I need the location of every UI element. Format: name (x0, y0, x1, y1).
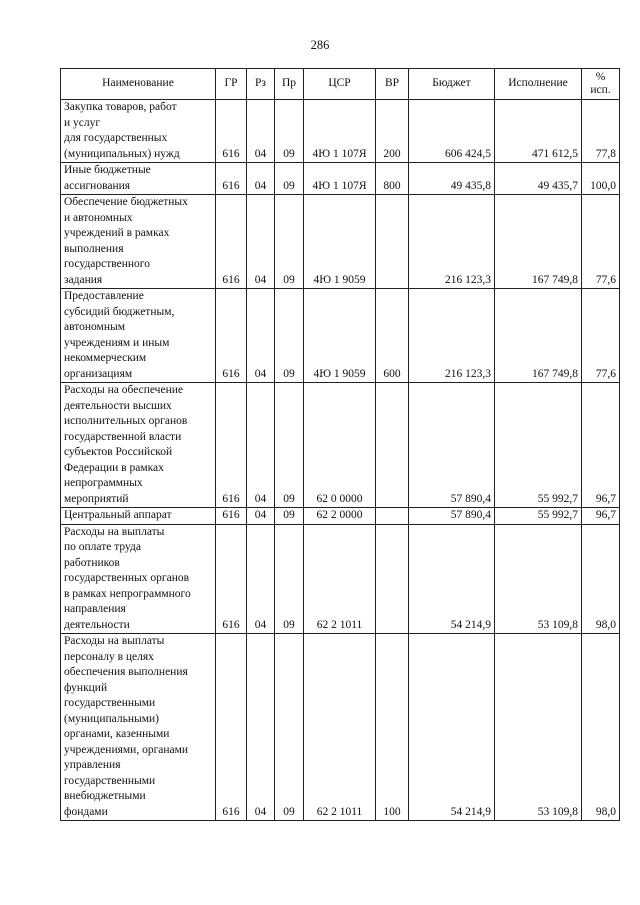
row-vr (376, 195, 409, 289)
row-gr: 616 (216, 634, 247, 821)
row-vr: 200 (376, 100, 409, 163)
header-percent (582, 69, 620, 100)
table-row (61, 100, 620, 163)
row-pr: 09 (275, 100, 304, 163)
row-percent: 96,7 (582, 508, 620, 525)
header-percent-label: исп. (590, 84, 611, 96)
row-pr: 09 (275, 383, 304, 508)
row-name: Иные бюджетные ассигнования (61, 163, 216, 195)
row-name: Расходы на выплаты по оплате труда работников государственных органов в рамках непрограммного направления деятельности (61, 524, 216, 634)
header-pr: Пр (275, 69, 304, 100)
table-row (61, 195, 620, 289)
row-name: Предоставление субсидий бюджетным, автономным учреждениям и иным некоммерческим организациям (61, 289, 216, 383)
row-pr: 09 (275, 508, 304, 525)
header-percent-sign: % (595, 71, 606, 83)
header-vr: ВР (376, 69, 409, 100)
row-budget: 57 890,4 (409, 508, 495, 525)
row-gr: 616 (216, 524, 247, 634)
header-csr: ЦСР (304, 69, 376, 100)
row-rz: 04 (247, 289, 275, 383)
row-vr: 100 (376, 634, 409, 821)
row-gr: 616 (216, 163, 247, 195)
row-csr: 62 2 1011 (304, 634, 376, 821)
row-pr: 09 (275, 524, 304, 634)
row-name: Расходы на обеспечение деятельности высших исполнительных органов государственной власти субъектов Российской Федерации в рамках непрограммных мероприятий (61, 383, 216, 508)
row-rz: 04 (247, 634, 275, 821)
row-execution: 471 612,5 (495, 100, 582, 163)
row-pr: 09 (275, 163, 304, 195)
row-csr: 62 2 1011 (304, 524, 376, 634)
header-budget: Бюджет (409, 69, 495, 100)
row-execution: 167 749,8 (495, 195, 582, 289)
row-execution: 53 109,8 (495, 524, 582, 634)
row-rz: 04 (247, 195, 275, 289)
budget-table (60, 68, 620, 821)
row-gr: 616 (216, 289, 247, 383)
row-rz: 04 (247, 100, 275, 163)
row-percent: 98,0 (582, 634, 620, 821)
row-vr: 800 (376, 163, 409, 195)
table-row (61, 524, 620, 634)
row-budget: 54 214,9 (409, 634, 495, 821)
row-percent: 77,6 (582, 289, 620, 383)
table-row (61, 634, 620, 821)
row-percent: 100,0 (582, 163, 620, 195)
row-budget: 216 123,3 (409, 195, 495, 289)
row-budget: 49 435,8 (409, 163, 495, 195)
row-csr: 62 0 0000 (304, 383, 376, 508)
row-rz: 04 (247, 163, 275, 195)
row-gr: 616 (216, 508, 247, 525)
row-name: Закупка товаров, работ и услуг для государственных (муниципальных) нужд (61, 100, 216, 163)
row-execution: 55 992,7 (495, 383, 582, 508)
row-rz: 04 (247, 383, 275, 508)
row-pr: 09 (275, 195, 304, 289)
row-csr: 4Ю 1 9059 (304, 195, 376, 289)
table-row (61, 163, 620, 195)
row-budget: 216 123,3 (409, 289, 495, 383)
table-row (61, 383, 620, 508)
row-execution: 55 992,7 (495, 508, 582, 525)
row-pr: 09 (275, 634, 304, 821)
row-vr (376, 383, 409, 508)
row-budget: 57 890,4 (409, 383, 495, 508)
row-name: Расходы на выплаты персоналу в целях обеспечения выполнения функций государственными (муниципальными) органами, казенными учреждениями, органами управления государственными внебюджетными фондами (61, 634, 216, 821)
header-execution: Исполнение (495, 69, 582, 100)
row-csr: 4Ю 1 9059 (304, 289, 376, 383)
row-csr: 4Ю 1 107Я (304, 163, 376, 195)
row-gr: 616 (216, 100, 247, 163)
row-vr (376, 524, 409, 634)
row-name: Центральный аппарат (61, 508, 216, 525)
table-row (61, 289, 620, 383)
row-execution: 49 435,7 (495, 163, 582, 195)
row-rz: 04 (247, 508, 275, 525)
row-budget: 606 424,5 (409, 100, 495, 163)
header-gr: ГР (216, 69, 247, 100)
row-name: Обеспечение бюджетных и автономных учреждений в рамках выполнения государственного задания (61, 195, 216, 289)
header-rz: Рз (247, 69, 275, 100)
row-percent: 77,8 (582, 100, 620, 163)
row-execution: 167 749,8 (495, 289, 582, 383)
row-percent: 96,7 (582, 383, 620, 508)
row-gr: 616 (216, 383, 247, 508)
row-rz: 04 (247, 524, 275, 634)
row-gr: 616 (216, 195, 247, 289)
row-vr (376, 508, 409, 525)
table-header-row (61, 69, 620, 100)
row-vr: 600 (376, 289, 409, 383)
row-percent: 98,0 (582, 524, 620, 634)
row-csr: 62 2 0000 (304, 508, 376, 525)
table-row (61, 508, 620, 525)
row-pr: 09 (275, 289, 304, 383)
page-number: 286 (310, 38, 330, 52)
row-budget: 54 214,9 (409, 524, 495, 634)
header-name: Наименование (61, 69, 216, 100)
row-csr: 4Ю 1 107Я (304, 100, 376, 163)
row-percent: 77,6 (582, 195, 620, 289)
row-execution: 53 109,8 (495, 634, 582, 821)
